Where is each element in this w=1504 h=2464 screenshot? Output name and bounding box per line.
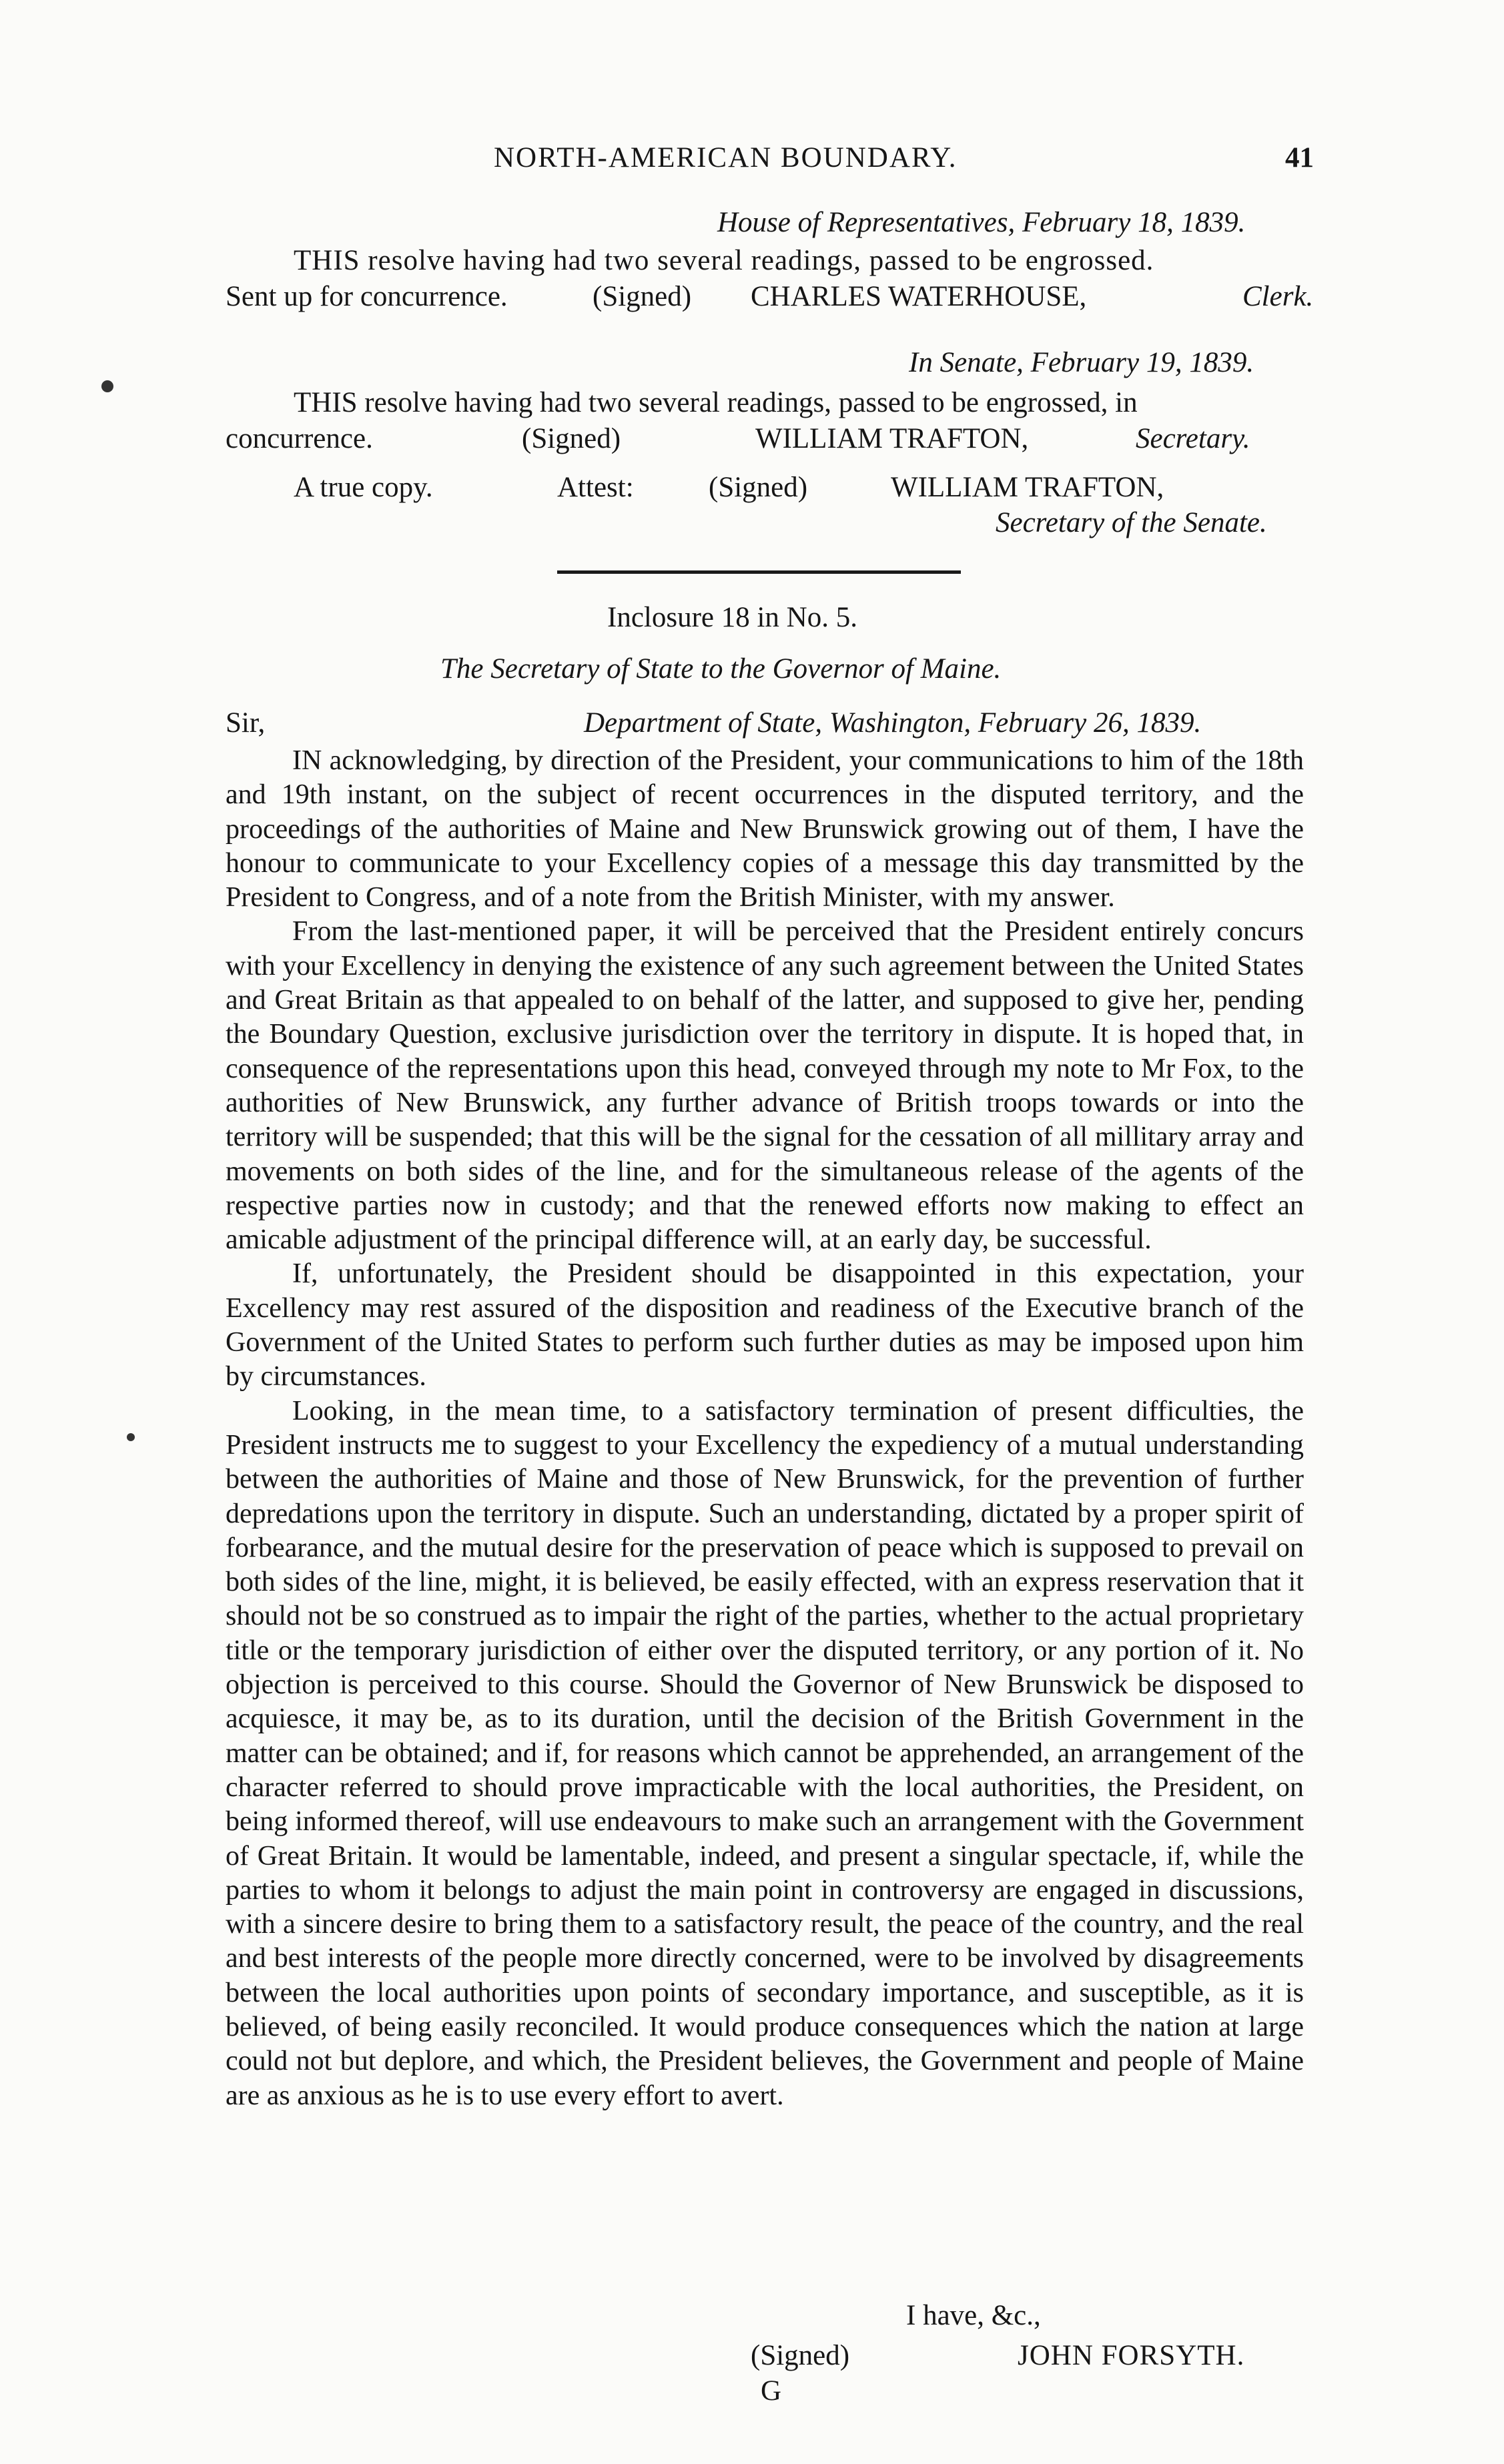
letter-body xyxy=(226,744,1304,2113)
house-signed: (Signed) xyxy=(593,281,692,312)
attest-title: Secretary of the Senate. xyxy=(996,507,1267,538)
senate-resolve-line: THIS resolve having had two several readings, passed to be engrossed, in xyxy=(294,387,1138,418)
senate-secretary-title: Secretary. xyxy=(1136,423,1250,454)
inclosure-subheading: The Secretary of State to the Governor of Maine. xyxy=(440,653,1002,685)
senate-dateline: In Senate, February 19, 1839. xyxy=(909,347,1254,378)
attest-name: WILLIAM TRAFTON, xyxy=(891,472,1164,503)
letter-closing: I have, &c., xyxy=(906,2300,1041,2331)
margin-mark-top xyxy=(101,380,113,392)
attest-label: Attest: xyxy=(557,472,634,503)
letter-paragraph-4: Looking, in the mean time, to a satisfactory termination of present difficulties, the President instructs me to suggest to your Excellency the expediency of a mutual understanding between the authorities of Maine and those of New Brunswick, for the prevention of further depredations upon the territory in dispute. Such an understanding, dictated by a proper spirit of forbearance, and the mutual desire for the preservation of peace which is supposed to prevail on both sides of the line, might, it is believed, be easily effected, with an express reservation that it should not be so construed as to impair the right of the parties, whether to the actual proprietary title or the temporary jurisdiction of either over the disputed territory, or any portion of it. No objection is perceived to this course. Should the Governor of New Brunswick be disposed to acquiesce, it may be, as to its duration, until the decision of the British Government in the matter can be obtained; and if, for reasons which cannot be apprehended, an arrangement of the character referred to should prove impracticable with the local authorities, the President, on being informed thereof, will use endeavours to make such an arrangement with the Government of Great Britain. It would be lamentable, indeed, and present a singular spectacle, if, while the parties to whom it belongs to adjust the main point in controversy are engaged in discussions, with a sincere desire to bring them to a satisfactory result, the peace of the country, and the real and best interests of the people more directly concerned, were to be involved by disagreements between the local authorities upon points of secondary importance, and susceptible, as it is believed, of being easily reconciled. It would produce consequences which the nation at large could not but deplore, and which, the President believes, the Government and people of Maine are as anxious as he is to use every effort to avert. xyxy=(226,1395,1304,2111)
signature-mark: G xyxy=(761,2375,782,2407)
house-resolve-line: THIS resolve having had two several readings, passed to be engrossed. xyxy=(294,245,1154,276)
inclosure-heading: Inclosure 18 in No. 5. xyxy=(607,602,857,633)
house-clerk-title: Clerk. xyxy=(1242,281,1314,312)
closing-signed: (Signed) xyxy=(751,2340,850,2371)
page-header xyxy=(220,141,1314,181)
section-divider xyxy=(557,570,961,574)
house-concurrence: Sent up for concurrence. xyxy=(226,281,508,312)
house-dateline: House of Representatives, February 18, 1839. xyxy=(717,207,1246,238)
letter-paragraph-3: If, unfortunately, the President should be disappointed in this expectation, your Excellency may rest assured of the disposition and readiness of the Executive branch of the Government of the United States to perform such further duties as may be imposed upon him by circumstances. xyxy=(226,1258,1304,1392)
attest-signed: (Signed) xyxy=(709,472,808,503)
margin-mark-middle xyxy=(127,1433,135,1441)
letter-paragraph-1: IN acknowledging, by direction of the President, your communications to him of the 18th and 19th instant, on the subject of recent occurrences in the disputed territory, and the proceedings of the authorities of Maine and New Brunswick growing out of them, I have the honour to communicate to your Excellency copies of a message this day transmitted by the President to Congress, and of a note from the British Minister, with my answer. xyxy=(226,745,1304,913)
house-clerk-name: CHARLES WATERHOUSE, xyxy=(751,281,1087,312)
true-copy-label: A true copy. xyxy=(294,472,433,503)
signatory-name: JOHN FORSYTH. xyxy=(1018,2340,1245,2371)
senate-concurrence: concurrence. xyxy=(226,423,373,454)
salutation: Sir, xyxy=(226,707,266,739)
running-title: NORTH-AMERICAN BOUNDARY. xyxy=(494,142,958,173)
letter-paragraph-2: From the last-mentioned paper, it will be perceived that the President entirely concurs with your Excellency in denying the existence of any such agreement between the United States and Great Britain as that appealed to on behalf of the latter, and supposed to give her, pending the Boundary Question, exclusive jurisdiction over the territory in dispute. It is hoped that, in consequence of the representations upon this head, conveyed through my note to Mr Fox, to the authorities of New Brunswick, any further advance of British troops towards or into the territory will be suspended; that this will be the signal for the cessation of all millitary array and movements on both sides of the line, and for the simultaneous release of the agents of the respective parties now in custody; and that the renewed efforts now making to effect an amicable adjustment of the principal difference will, at an early day, be successful. xyxy=(226,916,1304,1256)
senate-secretary-name: WILLIAM TRAFTON, xyxy=(755,423,1029,454)
page-number: 41 xyxy=(1285,142,1314,173)
letter-dateline: Department of State, Washington, February 26, 1839. xyxy=(584,707,1202,739)
senate-signed: (Signed) xyxy=(522,423,621,454)
